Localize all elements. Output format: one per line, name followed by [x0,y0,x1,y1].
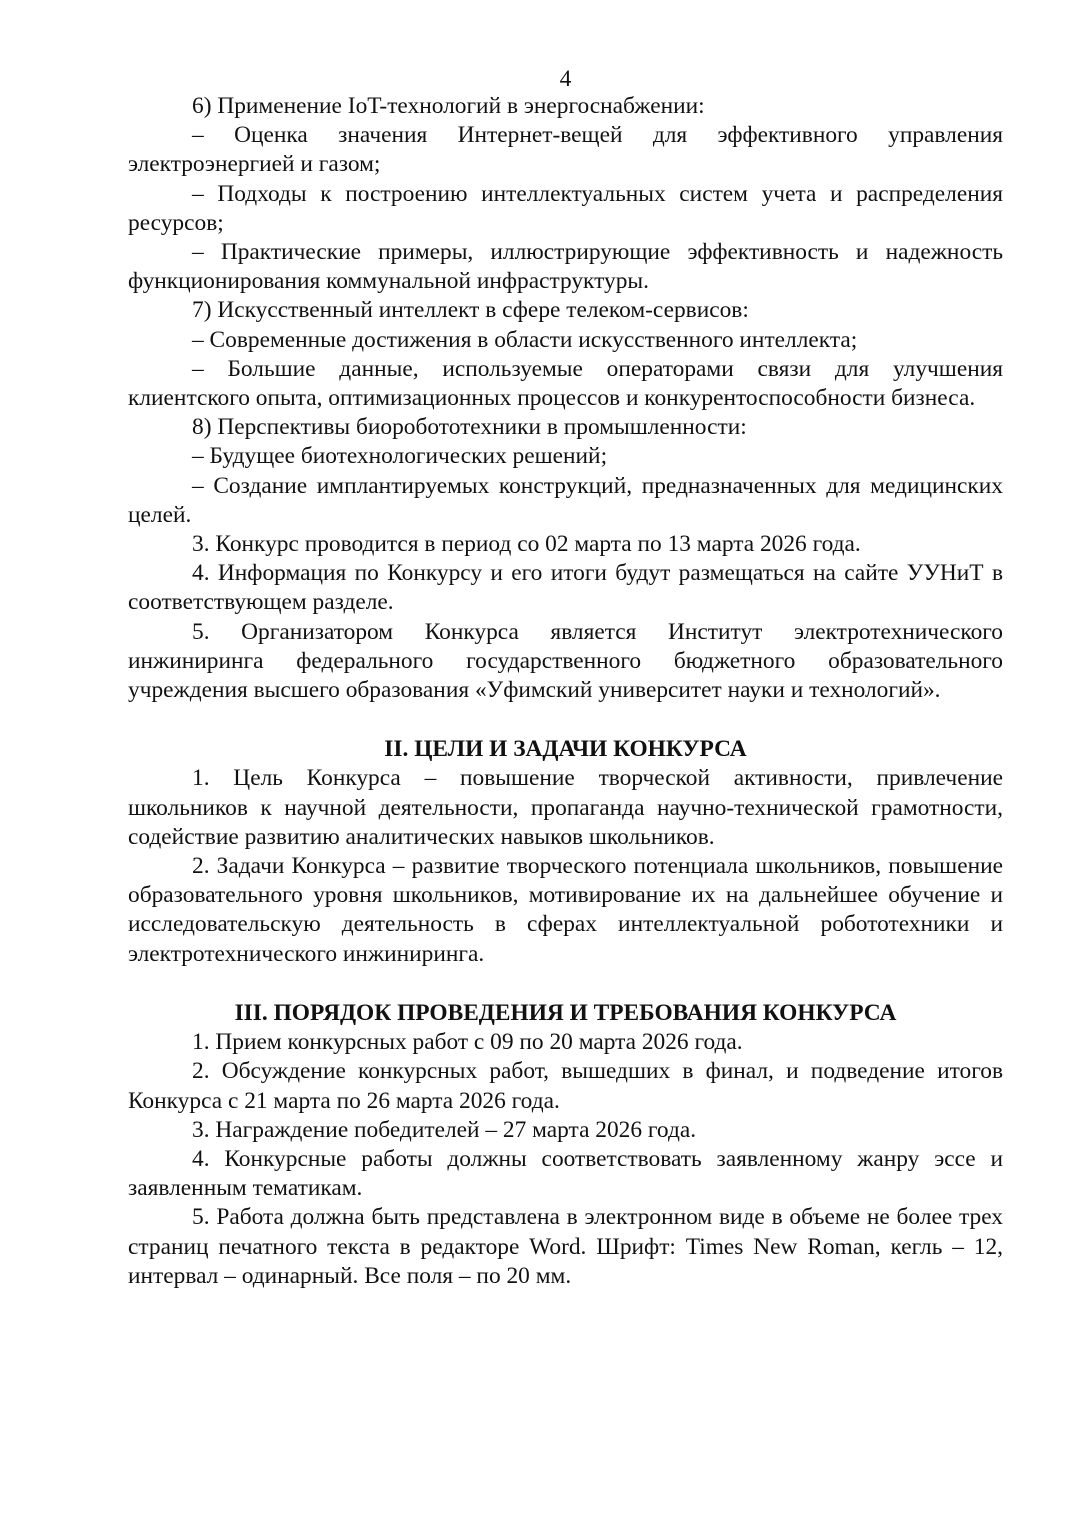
list-item-8-point-1: – Будущее биотехнологических решений; [192,443,608,470]
document-page [128,62,1003,1291]
section-heading-procedure: III. ПОРЯДОК ПРОВЕДЕНИЯ И ТРЕБОВАНИЯ КОНКУРСА [234,999,897,1026]
list-item-7-point-2: – Большие данные, используемые операторами связи для улучшения клиентского опыта, оптимизационных процессов и конкурентоспособности бизнеса. [128,355,1003,412]
page-number: 4 [559,66,572,92]
list-item-6-point-1: – Оценка значения Интернет-вещей для эффективного управления электроэнергией и газом; [128,122,1003,178]
list-item-8-title: 8) Перспективы биоробототехники в промышленности: [192,414,747,441]
clause-5-organizer: 5. Организатором Конкурса является Институт электротехнического инжиниринга федерального государственного бюджетного образовательного учреждения высшего образования «Уфимский университет науки и технологий». [128,618,1003,704]
goals-clause-1: 1. Цель Конкурса – повышение творческой активности, привлечение школьников к научной деятельности, пропаганда научно-технической грамотности, содействие развитию аналитических навыков школьников. [128,765,1003,850]
clause-3-period: 3. Конкурс проводится в период со 02 марта по 13 марта 2026 года. [192,531,861,558]
procedure-clause-4: 4. Конкурсные работы должны соответствовать заявленному жанру эссе и заявленным тематикам. [128,1145,1003,1202]
list-item-6-point-3: – Практические примеры, иллюстрирующие эффективность и надежность функционирования коммунальной инфраструктуры. [128,239,1003,295]
list-item-8-point-2: – Создание имплантируемых конструкций, предназначенных для медицинских целей. [128,472,1003,528]
list-item-7-point-1: – Современные достижения в области искусственного интеллекта; [192,326,858,353]
list-item-6-title: 6) Применение IoT-технологий в энергоснабжении: [192,93,705,119]
procedure-clause-3: 3. Награждение победителей – 27 марта 2026 года. [192,1116,697,1143]
list-item-7-title: 7) Искусственный интеллект в сфере телеком-сервисов: [192,297,749,324]
section-heading-goals: II. ЦЕЛИ И ЗАДАЧИ КОНКУРСА [384,736,747,763]
goals-clause-2: 2. Задачи Конкурса – развитие творческого потенциала школьников, повышение образовательного уровня школьников, мотивирование их на дальнейшее обучение и исследовательскую деятельность в сферах интеллектуальной робототехники и электротехнического инжиниринга. [128,853,1003,967]
clause-4-information: 4. Информация по Конкурсу и его итоги будут размещаться на сайте УУНиТ в соответствующем разделе. [128,560,1003,616]
list-item-6-point-2: – Подходы к построению интеллектуальных систем учета и распределения ресурсов; [128,180,1003,236]
procedure-clause-1: 1. Прием конкурсных работ с 09 по 20 марта 2026 года. [192,1029,743,1056]
procedure-clause-5: 5. Работа должна быть представлена в электронном виде в объеме не более трех страниц печатного текста в редакторе Word. Шрифт: Times New Roman, кегль – 12, интервал – одинарный. Все поля – по 20 мм. [128,1204,1003,1289]
procedure-clause-2: 2. Обсуждение конкурсных работ, вышедших в финал, и подведение итогов Конкурса с 21 марта по 26 марта 2026 года. [128,1058,1003,1114]
